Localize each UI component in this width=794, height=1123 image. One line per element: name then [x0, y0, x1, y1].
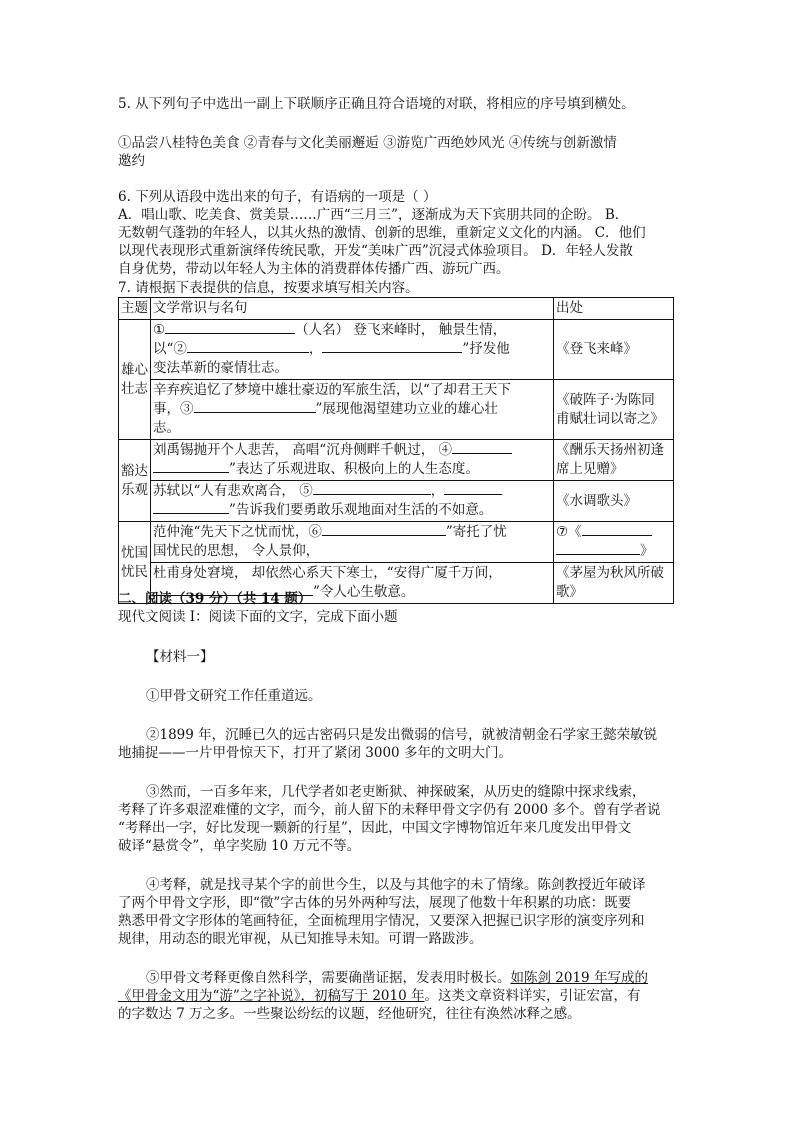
answer-blank-2a[interactable]: [187, 340, 309, 353]
paragraph: 熟悉甲骨文字形体的笔画特征，全面梳理用字情况，又要深入把握已识字形的演变序列和: [118, 913, 645, 929]
answer-blank-5a[interactable]: [313, 482, 431, 495]
answer-blank-5b[interactable]: [444, 482, 502, 495]
paragraph: ②1899 年，沉睡已久的远古密码只是发出微弱的信号，就被清朝金石学家王懿荣敏锐: [146, 727, 658, 743]
answer-blank-7a[interactable]: [582, 523, 652, 536]
source-cell: 《登飞来峰》: [554, 320, 674, 380]
q6-line: 自身优势，带动以年轻人为主体的消费群体传播广西、游玩广西。: [118, 261, 510, 277]
q5-text: 5. 从下列句子中选出一副上下联顺序正确且符合语境的对联，将相应的序号填到横处。: [118, 96, 635, 112]
paragraph: 了两个甲骨文字形，即“徵”字古体的另外两种写法，展现了他数十年积累的功底：既要: [118, 895, 632, 911]
table-header-row: [119, 298, 674, 320]
answer-blank-3[interactable]: [194, 400, 316, 413]
section-subtitle: 现代文阅读 I：阅读下面的文字，完成下面小题: [118, 609, 398, 625]
paragraph: ⑤甲骨文考释更像自然科学，需要确凿证据，发表用时极长。如陈剑 2019 年写成的: [146, 970, 648, 986]
answer-blank-7b[interactable]: [556, 542, 640, 555]
content-cell: 范仲淹“先天下之忧而忧，⑥ ”寄托了忧 国忧民的思想， 令人景仰，: [151, 522, 554, 563]
q5-options: ①品尝八桂特色美食 ②青春与文化美丽邂逅 ③游览广西绝妙风光 ④传统与创新激情: [118, 135, 617, 151]
q6-line: A．唱山歌、吃美食、赏美景……广西“三月三”，逐渐成为天下宾朋共同的企盼。 B．: [118, 207, 629, 223]
answer-blank-4a[interactable]: [452, 441, 512, 454]
q6-text: 6. 下列从语段中选出来的句子，有语病的一项是（ ）: [118, 189, 437, 205]
underlined-text: 如陈剑 2019 年写成的: [510, 970, 648, 986]
paragraph: 《甲骨金文用为“游”之字补说》，初稿写于 2010 年。这类文章资料详实，引证宏富，有: [118, 988, 641, 1004]
content-cell: 刘禹锡抛开个人悲苦， 高唱“沉舟侧畔千帆过， ④ ”表达了乐观进取、积极向上的人生态度。: [151, 440, 554, 481]
source-cell: 《酬乐天扬州初逢 席上见赠》: [554, 440, 674, 481]
literature-table: [118, 297, 674, 604]
answer-blank-6[interactable]: [322, 523, 446, 536]
underlined-text: 《甲骨金文用为“游”之字补说》，初稿写于 2010 年: [118, 988, 425, 1004]
paragraph: 考释了许多艰涩难懂的文字，而今，前人留下的未释甲骨文字仍有 2000 多个。曾有学者说: [118, 802, 661, 818]
material-heading: 【材料一】: [146, 649, 214, 665]
paragraph: 的字数达 7 万之多。一些聚讼纷纭的议题，经他研究，往往有涣然冰释之感。: [118, 1006, 581, 1022]
q5-options-cont: 邀约: [118, 153, 145, 169]
source-cell: 《破阵子·为陈同 甫赋壮词以寄之》: [554, 380, 674, 440]
table-row: [119, 380, 674, 440]
paragraph: ③然而，一百多年来，几代学者如老吏断狱、神探破案，从历史的缝隙中探求线索，: [146, 784, 646, 800]
answer-blank-5c[interactable]: [153, 501, 229, 514]
paragraph: ①甲骨文研究工作任重道远。: [146, 688, 322, 704]
section-title: 二、阅读（39 分）（共 14 题）: [118, 591, 312, 607]
table-row: [119, 522, 674, 563]
paragraph: 地捕捉——一片甲骨惊天下，打开了紧闭 3000 多年的文明大门。: [118, 745, 512, 761]
paragraph: 破译“悬赏令”，单字奖励 10 万元不等。: [118, 838, 361, 854]
answer-blank-1[interactable]: [165, 321, 295, 334]
theme-ambition: 雄心 壮志: [119, 320, 151, 440]
answer-blank-4b[interactable]: [153, 460, 229, 473]
paragraph: “考释出一字，好比发现一颗新的行星”，因此，中国文字博物馆近年来几度发出甲骨文: [118, 820, 632, 836]
source-cell: 《茅屋为秋风所破 歌》: [554, 563, 674, 604]
header-theme: 主题: [119, 298, 151, 320]
header-source: 出处: [554, 298, 674, 320]
content-cell: 辛弃疾追忆了梦境中雄壮豪迈的军旅生活，以“了却君王天下 事，③ ”展现他渴望建功立业的雄心壮 志。: [151, 380, 554, 440]
source-cell: 《水调歌头》: [554, 481, 674, 522]
answer-blank-2b[interactable]: [322, 340, 462, 353]
paragraph: 规律，用动态的眼光审视，从已知推导未知。可谓一路跋涉。: [118, 931, 483, 947]
header-content: 文学常识与名句: [151, 298, 554, 320]
table-row: [119, 440, 674, 481]
content-cell: ① （人名） 登飞来峰时， 触景生情， 以“② ， ”抒发他 变法革新的豪情壮志。: [151, 320, 554, 380]
table-row: [119, 320, 674, 380]
theme-patriotism: 忧国 忧民: [119, 522, 151, 604]
content-cell: 杜甫身处窘境， 却依然心系天下寒士，“安得广厦千万间， ”令人心生敬意。: [151, 563, 554, 604]
q6-line: 以现代表现形式重新演绎传统民歌，开发“美味广西”沉浸式体验项目。 D．年轻人发散: [118, 243, 633, 259]
source-cell: ⑦《 》: [554, 522, 674, 563]
theme-optimism: 豁达 乐观: [119, 440, 151, 522]
paragraph: ④考释，就是找寻某个字的前世今生，以及与其他字的未了情缘。陈剑教授近年破译: [146, 877, 646, 893]
q6-line: 无数朝气蓬勃的年轻人，以其火热的激情、创新的思维，重新定义文化的内涵。 C．他们: [118, 225, 646, 241]
table-row: [119, 481, 674, 522]
content-cell: 苏轼以“人有悲欢离合， ⑤ ， ”告诉我们要勇敢乐观地面对生活的不如意。: [151, 481, 554, 522]
q7-text: 7. 请根据下表提供的信息，按要求填写相关内容。: [118, 280, 419, 296]
